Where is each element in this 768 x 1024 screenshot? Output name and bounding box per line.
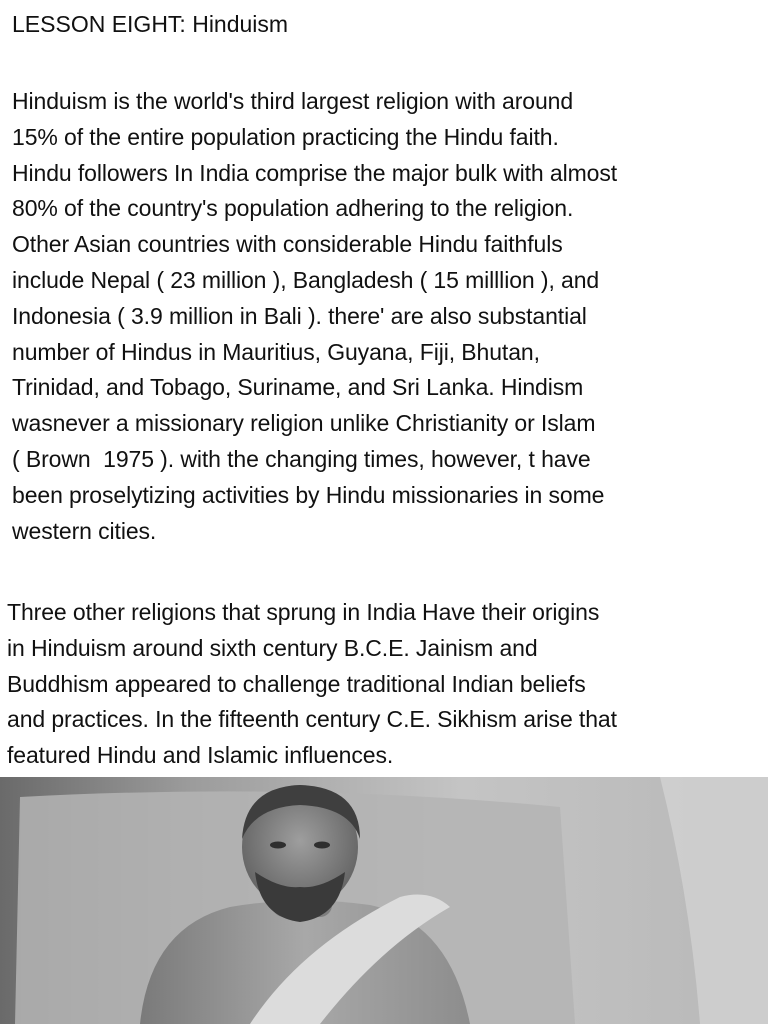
page-title: LESSON EIGHT: Hinduism bbox=[12, 11, 289, 37]
paragraph-line: and practices. In the fifteenth century C.E. Sikhism arise that bbox=[7, 706, 617, 733]
paragraph-line: in Hinduism around sixth century B.C.E. Jainism and bbox=[7, 634, 538, 661]
paragraph-line: western cities. bbox=[12, 517, 157, 544]
portrait-photo bbox=[0, 777, 768, 1024]
paragraph-line: include Nepal ( 23 million ), Bangladesh ( 15 milllion ), and bbox=[12, 266, 600, 293]
paragraph-line: wasnever a missionary religion unlike Christianity or Islam bbox=[12, 410, 596, 437]
paragraph-line: 15% of the entire population practicing the Hindu faith. bbox=[12, 123, 559, 150]
paragraph-line: Hindu followers In India comprise the major bulk with almost bbox=[12, 159, 618, 186]
paragraph-line: been proselytizing activities by Hindu missionaries in some bbox=[12, 481, 605, 508]
paragraph-line: Buddhism appeared to challenge traditional Indian beliefs bbox=[7, 670, 586, 697]
paragraph-line: ( Brown 1975 ). with the changing times, however, t have bbox=[12, 445, 591, 472]
paragraph-2 bbox=[7, 595, 617, 774]
paragraph-line: Three other religions that sprung in India Have their origins bbox=[7, 599, 600, 625]
paragraph-line: featured Hindu and Islamic influences. bbox=[7, 742, 394, 769]
paragraph-1 bbox=[12, 84, 617, 549]
right-eye bbox=[314, 842, 330, 849]
paragraph-line: 80% of the country's population adhering to the religion. bbox=[12, 195, 574, 222]
paragraph-line: number of Hindus in Mauritius, Guyana, Fiji, Bhutan, bbox=[12, 338, 540, 365]
paragraph-line: Hinduism is the world's third largest religion with around bbox=[12, 88, 574, 114]
portrait-illustration bbox=[0, 777, 768, 1024]
paragraph-line: Indonesia ( 3.9 million in Bali ). there' are also substantial bbox=[12, 302, 587, 329]
left-eye bbox=[270, 842, 286, 849]
paragraph-line: Other Asian countries with considerable Hindu faithfuls bbox=[12, 231, 563, 258]
paragraph-line: Trinidad, and Tobago, Suriname, and Sri Lanka. Hindism bbox=[12, 374, 584, 401]
